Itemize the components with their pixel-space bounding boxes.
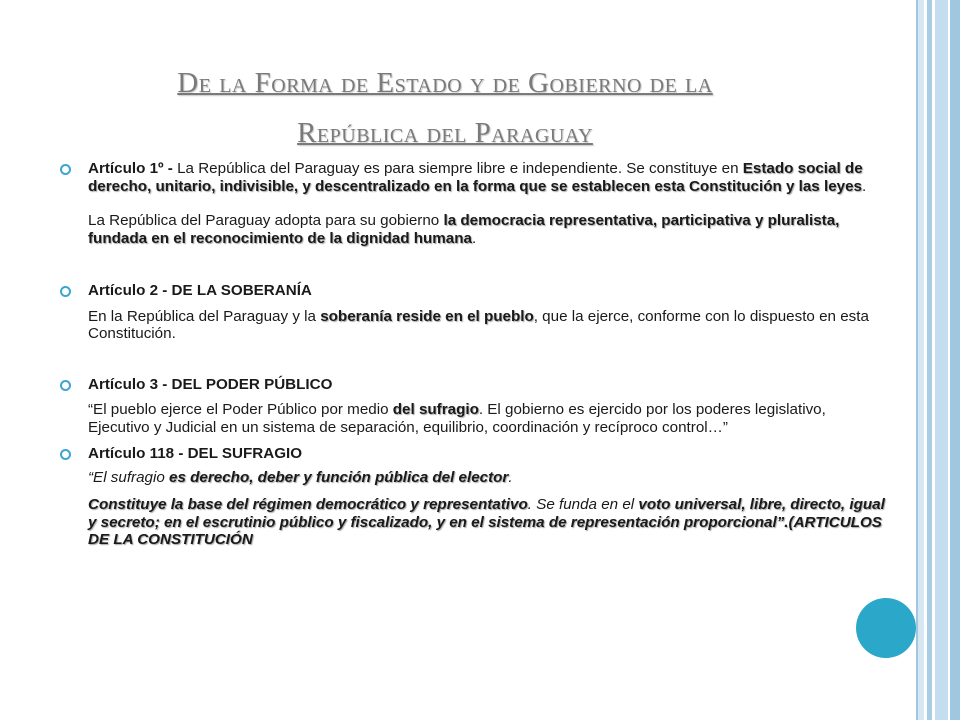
article-118-text: “El sufragio	[88, 468, 170, 486]
article-1-p2-end: .	[471, 229, 477, 247]
article-1-heading: Artículo 1º -	[88, 160, 178, 177]
article-3-end: . El gobierno es ejercido por los poderes legislativo, Ejecutivo y Judicial en un sistema de separación, equilibrio, coordinación y recíproco control…”	[88, 401, 826, 436]
article-1-emphasis: Estado social de derecho, unitario, indivisible, y descentralizado en la forma que se establecen esta Constitución y las leyes	[88, 160, 863, 195]
article-3-emphasis: del sufragio	[392, 401, 479, 418]
article-3	[60, 376, 890, 437]
article-1	[60, 160, 890, 247]
decorative-circle	[856, 598, 916, 658]
article-3-text: “El pueblo ejerce el Poder Público por medio	[88, 401, 393, 418]
bullet-icon	[60, 449, 71, 460]
title-line-2: República del Paraguay	[297, 117, 593, 149]
article-118	[60, 445, 890, 549]
article-1-end: .	[861, 177, 867, 195]
article-118-end: .	[508, 468, 513, 486]
bullet-icon	[60, 164, 71, 175]
slide-title	[60, 58, 830, 158]
article-2	[60, 282, 890, 343]
article-2-text: En la República del Paraguay y la	[88, 307, 321, 325]
article-118-p2-emphasis-1: Constituye la base del régimen democrático y representativo	[88, 496, 528, 513]
article-1-p2-emphasis: la democracia representativa, participativa y pluralista, fundada en el reconocimiento de la dignidad humana	[88, 212, 840, 247]
article-118-emphasis: es derecho, deber y función pública del elector	[169, 468, 509, 486]
article-1-p2-text: La República del Paraguay adopta para su gobierno	[88, 212, 444, 229]
article-118-heading: Artículo 118 - DEL SUFRAGIO	[88, 445, 303, 462]
article-118-p2-text: . Se funda en el	[527, 496, 639, 513]
article-2-heading: Artículo 2 - DE LA SOBERANÍA	[88, 282, 312, 299]
slide-content	[60, 160, 890, 549]
title-line-1: De la Forma de Estado y de Gobierno de la	[177, 67, 713, 99]
article-3-heading: Artículo 3 - DEL PODER PÚBLICO	[88, 375, 333, 393]
article-1-text: La República del Paraguay es para siempre libre e independiente. Se constituye en	[177, 160, 743, 177]
article-1-paragraph-1	[88, 160, 890, 195]
article-2-emphasis: soberanía reside en el pueblo	[320, 307, 534, 325]
article-118-p2-emphasis-2: voto universal, libre, directo, igual y secreto; en el escrutinio público y fiscalizado, y en el sistema de representación proporcional”.(ARTICULOS DE LA CONSTITUCIÓN	[88, 496, 885, 548]
bullet-icon	[60, 380, 71, 391]
article-118-paragraph-2	[88, 496, 890, 549]
article-1-paragraph-2	[88, 212, 890, 247]
decorative-stripes	[918, 0, 960, 720]
bullet-icon	[60, 286, 71, 297]
article-3-paragraph	[88, 401, 890, 436]
article-118-paragraph-1	[88, 469, 890, 487]
article-2-end: , que la ejerce, conforme con lo dispuesto en esta Constitución.	[88, 307, 869, 342]
article-2-paragraph	[88, 308, 890, 343]
